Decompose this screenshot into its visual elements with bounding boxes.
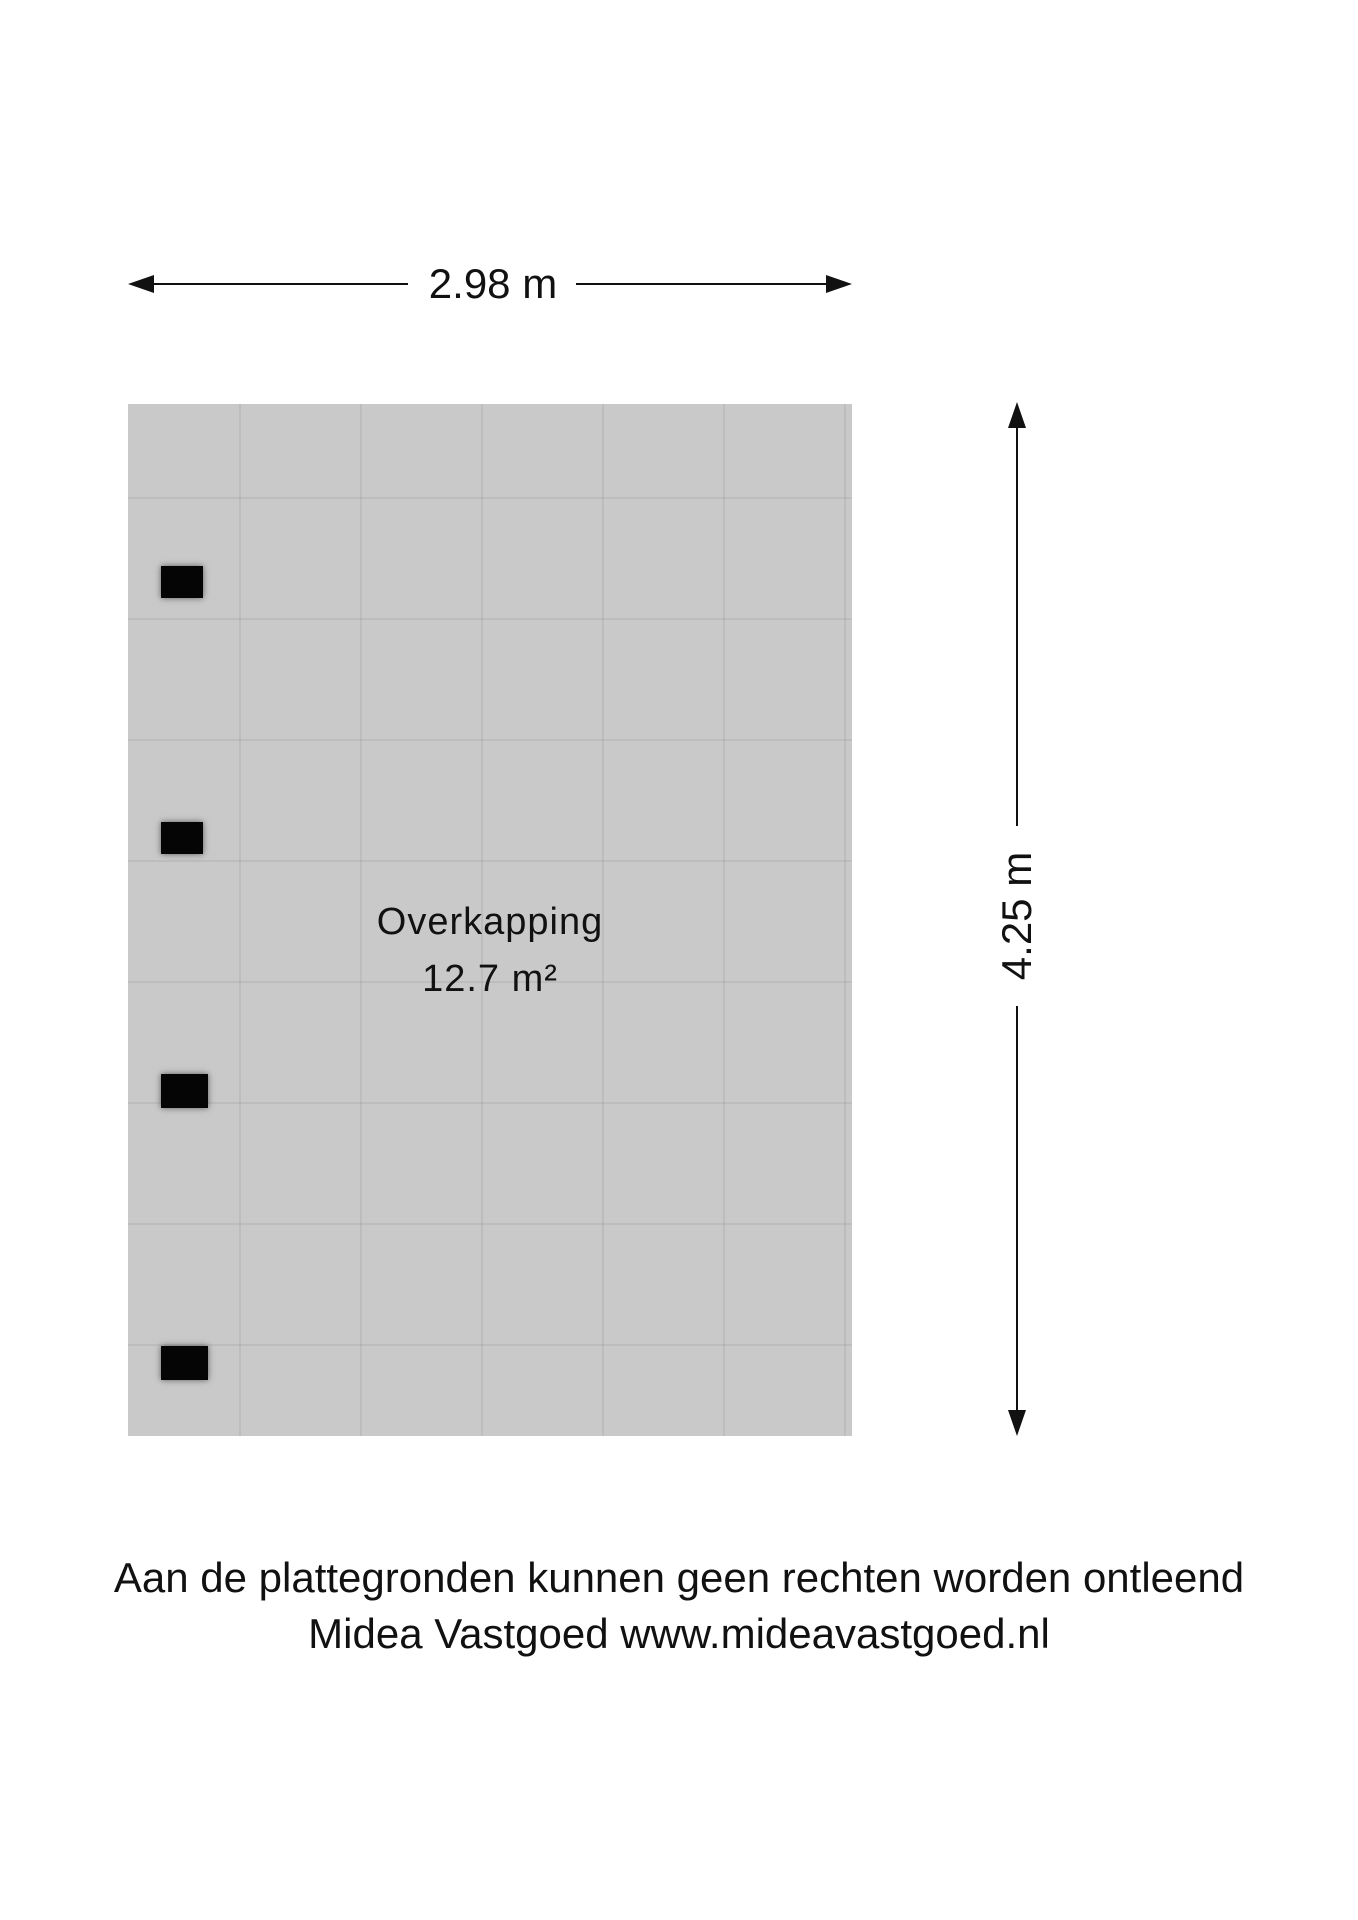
arrow-down-icon: [1008, 1410, 1026, 1436]
width-label: 2.98 m: [428, 260, 558, 307]
footer: [0, 1550, 1358, 1662]
room-label: [128, 894, 852, 1008]
dimension-line: [1016, 412, 1018, 826]
post-2: [161, 822, 203, 854]
disclaimer-text: Aan de plattegronden kunnen geen rechten worden ontleend: [113, 1554, 1245, 1601]
post-4: [161, 1346, 208, 1380]
depth-label: 4.25 m: [993, 851, 1040, 981]
room-name: Overkapping: [376, 901, 604, 943]
room-area: 12.7 m²: [422, 958, 558, 1000]
depth-dimension: [994, 402, 1040, 1436]
company-text: Midea Vastgoed www.mideavastgoed.nl: [308, 1610, 1050, 1657]
dimension-line: [576, 283, 842, 285]
dimension-line: [138, 283, 408, 285]
width-dimension: [128, 262, 852, 306]
post-1: [161, 566, 203, 598]
post-3: [161, 1074, 208, 1108]
floor-plan-area: [128, 404, 852, 1436]
arrow-right-icon: [826, 275, 852, 293]
dimension-line: [1016, 1006, 1018, 1426]
